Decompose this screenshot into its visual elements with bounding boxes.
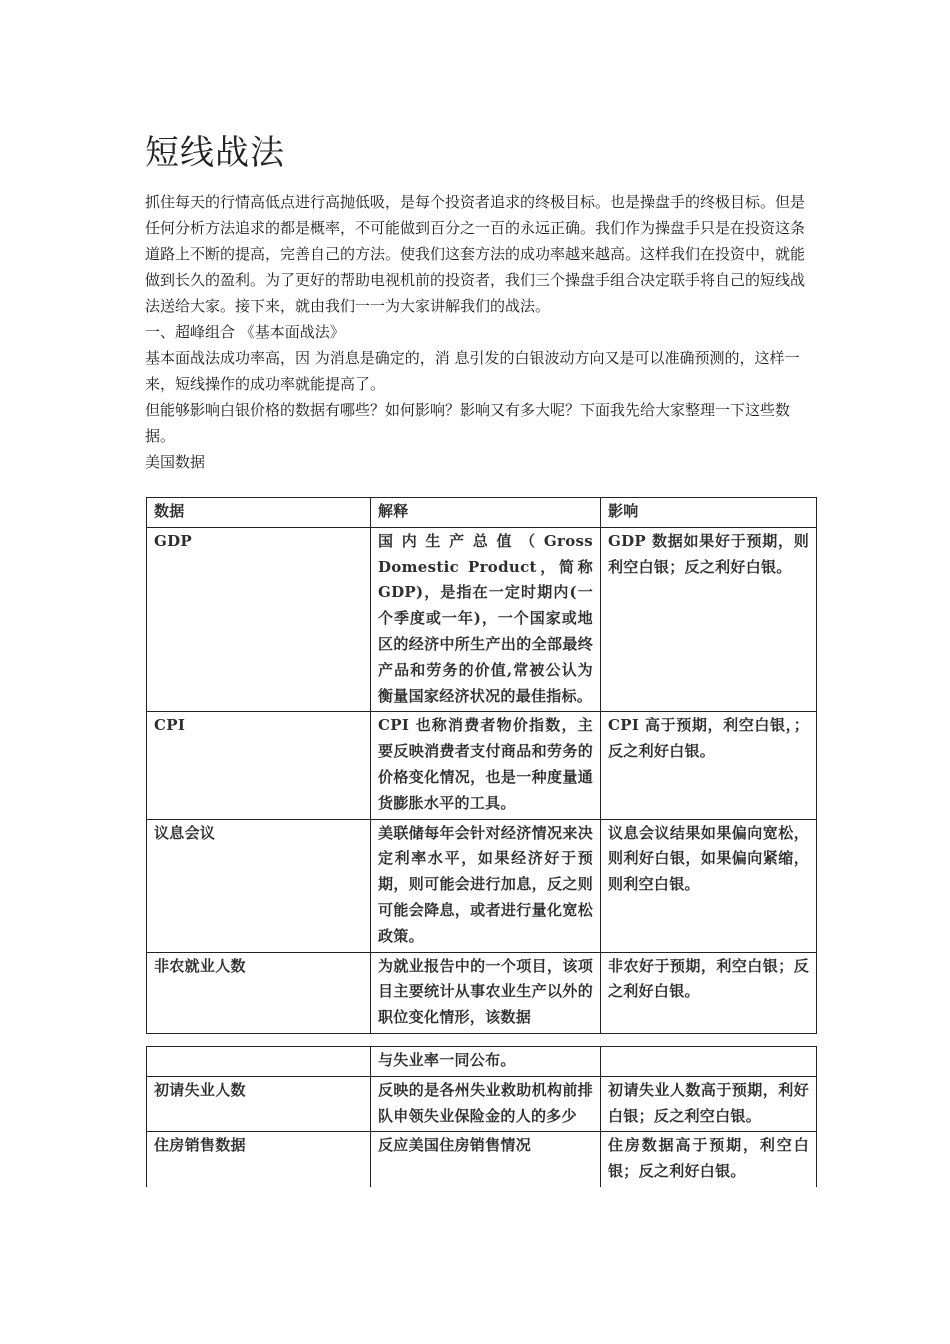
table-row [147,819,817,952]
header-cell: 影响 [601,498,817,528]
document-title: 短线战法 [145,132,285,173]
header-cell: 数据 [147,498,371,528]
table-row [147,1076,817,1132]
indicator-cell: GDP [147,527,371,712]
body-paragraph: 基本面战法成功率高，因 为消息是确定的，消 息引发的白银波动方向又是可以准确预测的，这样一来，短线操作的成功率就能提高了。 [145,349,800,393]
impact-cell: 议息会议结果如果偏向宽松，则利好白银，如果偏向紧缩，则利空白银。 [601,819,817,952]
table-row [147,712,817,819]
header-cell: 解释 [371,498,601,528]
table-row [147,527,817,712]
explanation-cell: 国内生产总值（Gross Domestic Product，简称GDP)，是指在一定时期内(一个季度或一年)，一个国家或地区的经济中所生产出的全部最终产品和劳务的价值,常被公认为衡量国家经济状况的最佳指标。 [371,527,601,712]
section-heading: 一、超峰组合 《基本面战法》 [145,323,345,341]
explanation-cell: 反应美国住房销售情况 [371,1132,601,1187]
intro-paragraph: 抓住每天的行情高低点进行高抛低吸，是每个投资者追求的终极目标。也是操盘手的终极目标。但是任何分析方法追求的都是概率，不可能做到百分之一百的永远正确。我们作为操盘手只是在投资这条道路上不断的提高，完善自己的方法。使我们这套方法的成功率越来越高。这样我们在投资中，就能做到长久的盈利。为了更好的帮助电视机前的投资者，我们三个操盘手组合决定联手将自己的短线战法送给大家。接下来，就由我们一一为大家讲解我们的战法。 [145,193,806,315]
impact-cell [601,1047,817,1077]
impact-cell: CPI 高于预期，利空白银，；反之利好白银。 [601,712,817,819]
body-paragraph: 但能够影响白银价格的数据有哪些？如何影响？影响又有多大呢？下面我先给大家整理一下这些数据。 [145,401,791,445]
impact-cell: GDP 数据如果好于预期，则利空白银；反之利好白银。 [601,527,817,712]
indicator-cell: 初请失业人数 [147,1076,371,1132]
us-data-table [146,497,817,1034]
table-row [147,952,817,1033]
us-data-table-continued [146,1046,817,1187]
explanation-cell: 反映的是各州失业救助机构前排队申领失业保险金的人的多少 [371,1076,601,1132]
table-row [147,1047,817,1077]
indicator-cell: 住房销售数据 [147,1132,371,1187]
table-row [147,1132,817,1187]
indicator-cell [147,1047,371,1077]
table-header-row [147,498,817,528]
impact-cell: 非农好于预期，利空白银；反之利好白银。 [601,952,817,1033]
explanation-cell: CPI 也称消费者物价指数，主要反映消费者支付商品和劳务的价格变化情况，也是一种度量通货膨胀水平的工具。 [371,712,601,819]
indicator-cell: 非农就业人数 [147,952,371,1033]
table-caption: 美国数据 [145,453,206,471]
indicator-cell: 议息会议 [147,819,371,952]
explanation-cell: 美联储每年会针对经济情况来决定利率水平，如果经济好于预期，则可能会进行加息，反之则可能会降息，或者进行量化宽松政策。 [371,819,601,952]
indicator-cell: CPI [147,712,371,819]
explanation-cell: 与失业率一同公布。 [371,1047,601,1077]
document-body [145,189,815,475]
explanation-cell: 为就业报告中的一个项目，该项目主要统计从事农业生产以外的职位变化情形，该数据 [371,952,601,1033]
impact-cell: 住房数据高于预期，利空白银；反之利好白银。 [601,1132,817,1187]
impact-cell: 初请失业人数高于预期，利好白银；反之利空白银。 [601,1076,817,1132]
